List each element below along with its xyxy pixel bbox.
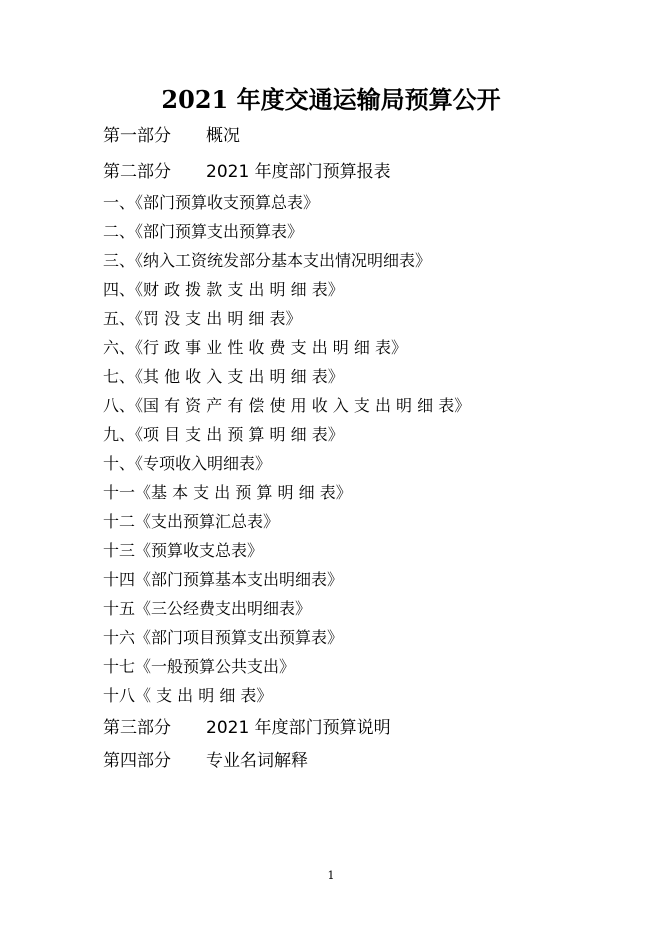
list-item: 十六《部门项目预算支出预算表》 xyxy=(103,628,344,647)
list-item: 十四《部门预算基本支出明细表》 xyxy=(103,570,344,589)
list-item: 八、《国 有 资 产 有 偿 使 用 收 入 支 出 明 细 表》 xyxy=(103,396,471,415)
page-title: 2021 年度交通运输局预算公开 xyxy=(161,85,501,114)
list-item: 四、《财 政 拨 款 支 出 明 细 表》 xyxy=(103,280,344,299)
page-number: 1 xyxy=(327,869,335,882)
part-2-text: 2021 年度部门预算报表 xyxy=(206,162,391,182)
list-item: 十、《专项收入明细表》 xyxy=(103,454,272,473)
part-4 xyxy=(103,746,308,771)
list-item: 三、《纳入工资统发部分基本支出情况明细表》 xyxy=(103,251,432,270)
part-3-name: 第三部分 xyxy=(103,718,171,738)
part-4-text: 专业名词解释 xyxy=(206,751,308,771)
list-item: 十五《三公经费支出明细表》 xyxy=(103,599,312,618)
list-item: 二、《部门预算支出预算表》 xyxy=(103,222,304,241)
part-4-name: 第四部分 xyxy=(103,751,171,771)
list-item: 七、《其 他 收 入 支 出 明 细 表》 xyxy=(103,367,344,386)
part-1 xyxy=(103,121,240,146)
part-2 xyxy=(103,157,391,182)
list-item: 十三《预算收支总表》 xyxy=(103,541,264,560)
part-3 xyxy=(103,713,391,738)
part-3-text: 2021 年度部门预算说明 xyxy=(206,718,391,738)
list-item: 一、《部门预算收支预算总表》 xyxy=(103,193,320,212)
list-item: 五、《罚 没 支 出 明 细 表》 xyxy=(103,309,302,328)
list-item: 十八《 支 出 明 细 表》 xyxy=(103,686,273,705)
list-item: 九、《项 目 支 出 预 算 明 细 表》 xyxy=(103,425,344,444)
part-2-name: 第二部分 xyxy=(103,162,171,182)
part-1-text: 概况 xyxy=(206,126,240,146)
list-item: 十二《支出预算汇总表》 xyxy=(103,512,280,531)
part-1-name: 第一部分 xyxy=(103,126,171,146)
list-item: 六、《行 政 事 业 性 收 费 支 出 明 细 表》 xyxy=(103,338,407,357)
list-item: 十一《基 本 支 出 预 算 明 细 表》 xyxy=(103,483,352,502)
list-item: 十七《一般预算公共支出》 xyxy=(103,657,296,676)
